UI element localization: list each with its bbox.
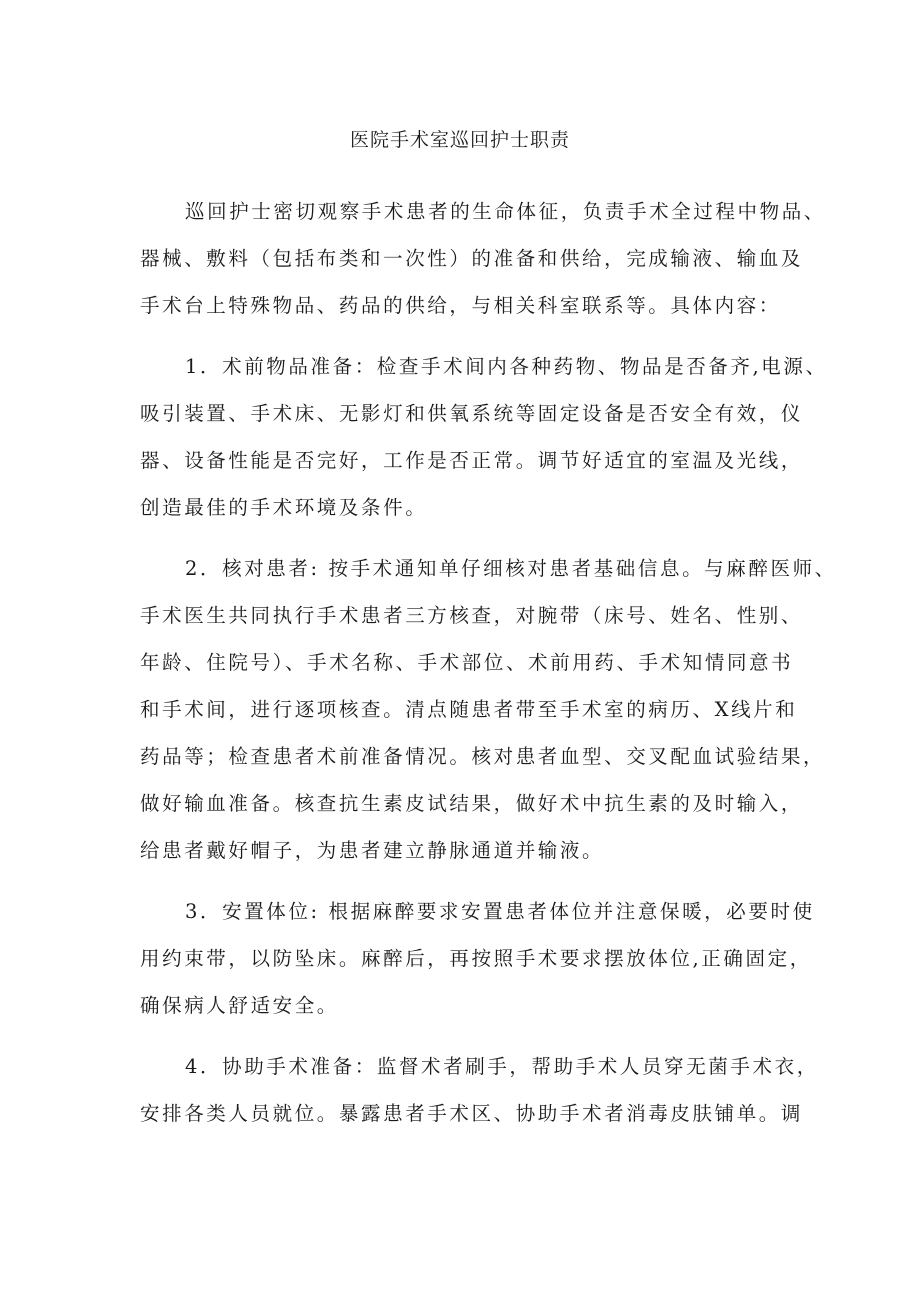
paragraph-line: 年龄、住院号）、手术名称、手术部位、术前用药、手术知情同意书	[140, 651, 794, 674]
paragraph	[140, 188, 826, 329]
paragraph-line: 3．安置体位: 根据麻醉要求安置患者体位并注意保暖，必要时使	[185, 900, 815, 923]
paragraph	[140, 343, 828, 531]
paragraph-line: 确保病人舒适安全。	[140, 994, 339, 1017]
paragraph-line: 4．协助手术准备：监督术者刷手，帮助手术人员穿无菌手术衣，	[185, 1055, 819, 1078]
paragraph	[140, 545, 837, 874]
paragraph-line: 和手术间，进行逐项核查。清点随患者带至手术室的病历、X线片和	[140, 698, 798, 721]
paragraph-spacer	[140, 874, 812, 888]
paragraph-line: 器械、敷料（包括布类和一次性）的准备和供给，完成输液、输血及	[140, 247, 804, 270]
paragraph-line: 巡回护士密切观察手术患者的生命体征，负责手术全过程中物品、	[185, 200, 826, 223]
paragraph-line: 给患者戴好帽子，为患者建立静脉通道并输液。	[140, 839, 605, 862]
paragraph-spacer	[140, 531, 812, 545]
paragraph-line: 手术医生共同执行手术患者三方核查，对腕带（床号、姓名、性别、	[140, 604, 804, 627]
paragraph-line: 器、设备性能是否完好，工作是否正常。调节好适宜的室温及光线，	[140, 449, 804, 472]
paragraph	[140, 1043, 819, 1137]
document-body	[140, 188, 837, 1137]
paragraph-line: 创造最佳的手术环境及条件。	[140, 496, 428, 519]
paragraph	[140, 888, 815, 1029]
paragraph-line: 安排各类人员就位。暴露患者手术区、协助手术者消毒皮肤铺单。调	[140, 1102, 804, 1125]
paragraph-line: 2．核对患者: 按手术通知单仔细核对患者基础信息。与麻醉医师、	[185, 557, 837, 580]
paragraph-line: 药品等；检查患者术前准备情况。核对患者血型、交叉配血试验结果，	[140, 745, 826, 768]
paragraph-line: 1．术前物品准备：检查手术间内各种药物、物品是否备齐,电源、	[185, 355, 828, 378]
paragraph-line: 手术台上特殊物品、药品的供给，与相关科室联系等。具体内容：	[140, 294, 781, 317]
document-title: 医院手术室巡回护士职责	[349, 129, 570, 151]
paragraph-spacer	[140, 1029, 812, 1043]
paragraph-line: 用约束带，以防坠床。麻醉后，再按照手术要求摆放体位,正确固定，	[140, 947, 812, 970]
paragraph-spacer	[140, 329, 812, 343]
paragraph-line: 做好输血准备。核查抗生素皮试结果，做好术中抗生素的及时输入，	[140, 792, 804, 815]
paragraph-line: 吸引装置、手术床、无影灯和供氧系统等固定设备是否安全有效，仪	[140, 402, 804, 425]
